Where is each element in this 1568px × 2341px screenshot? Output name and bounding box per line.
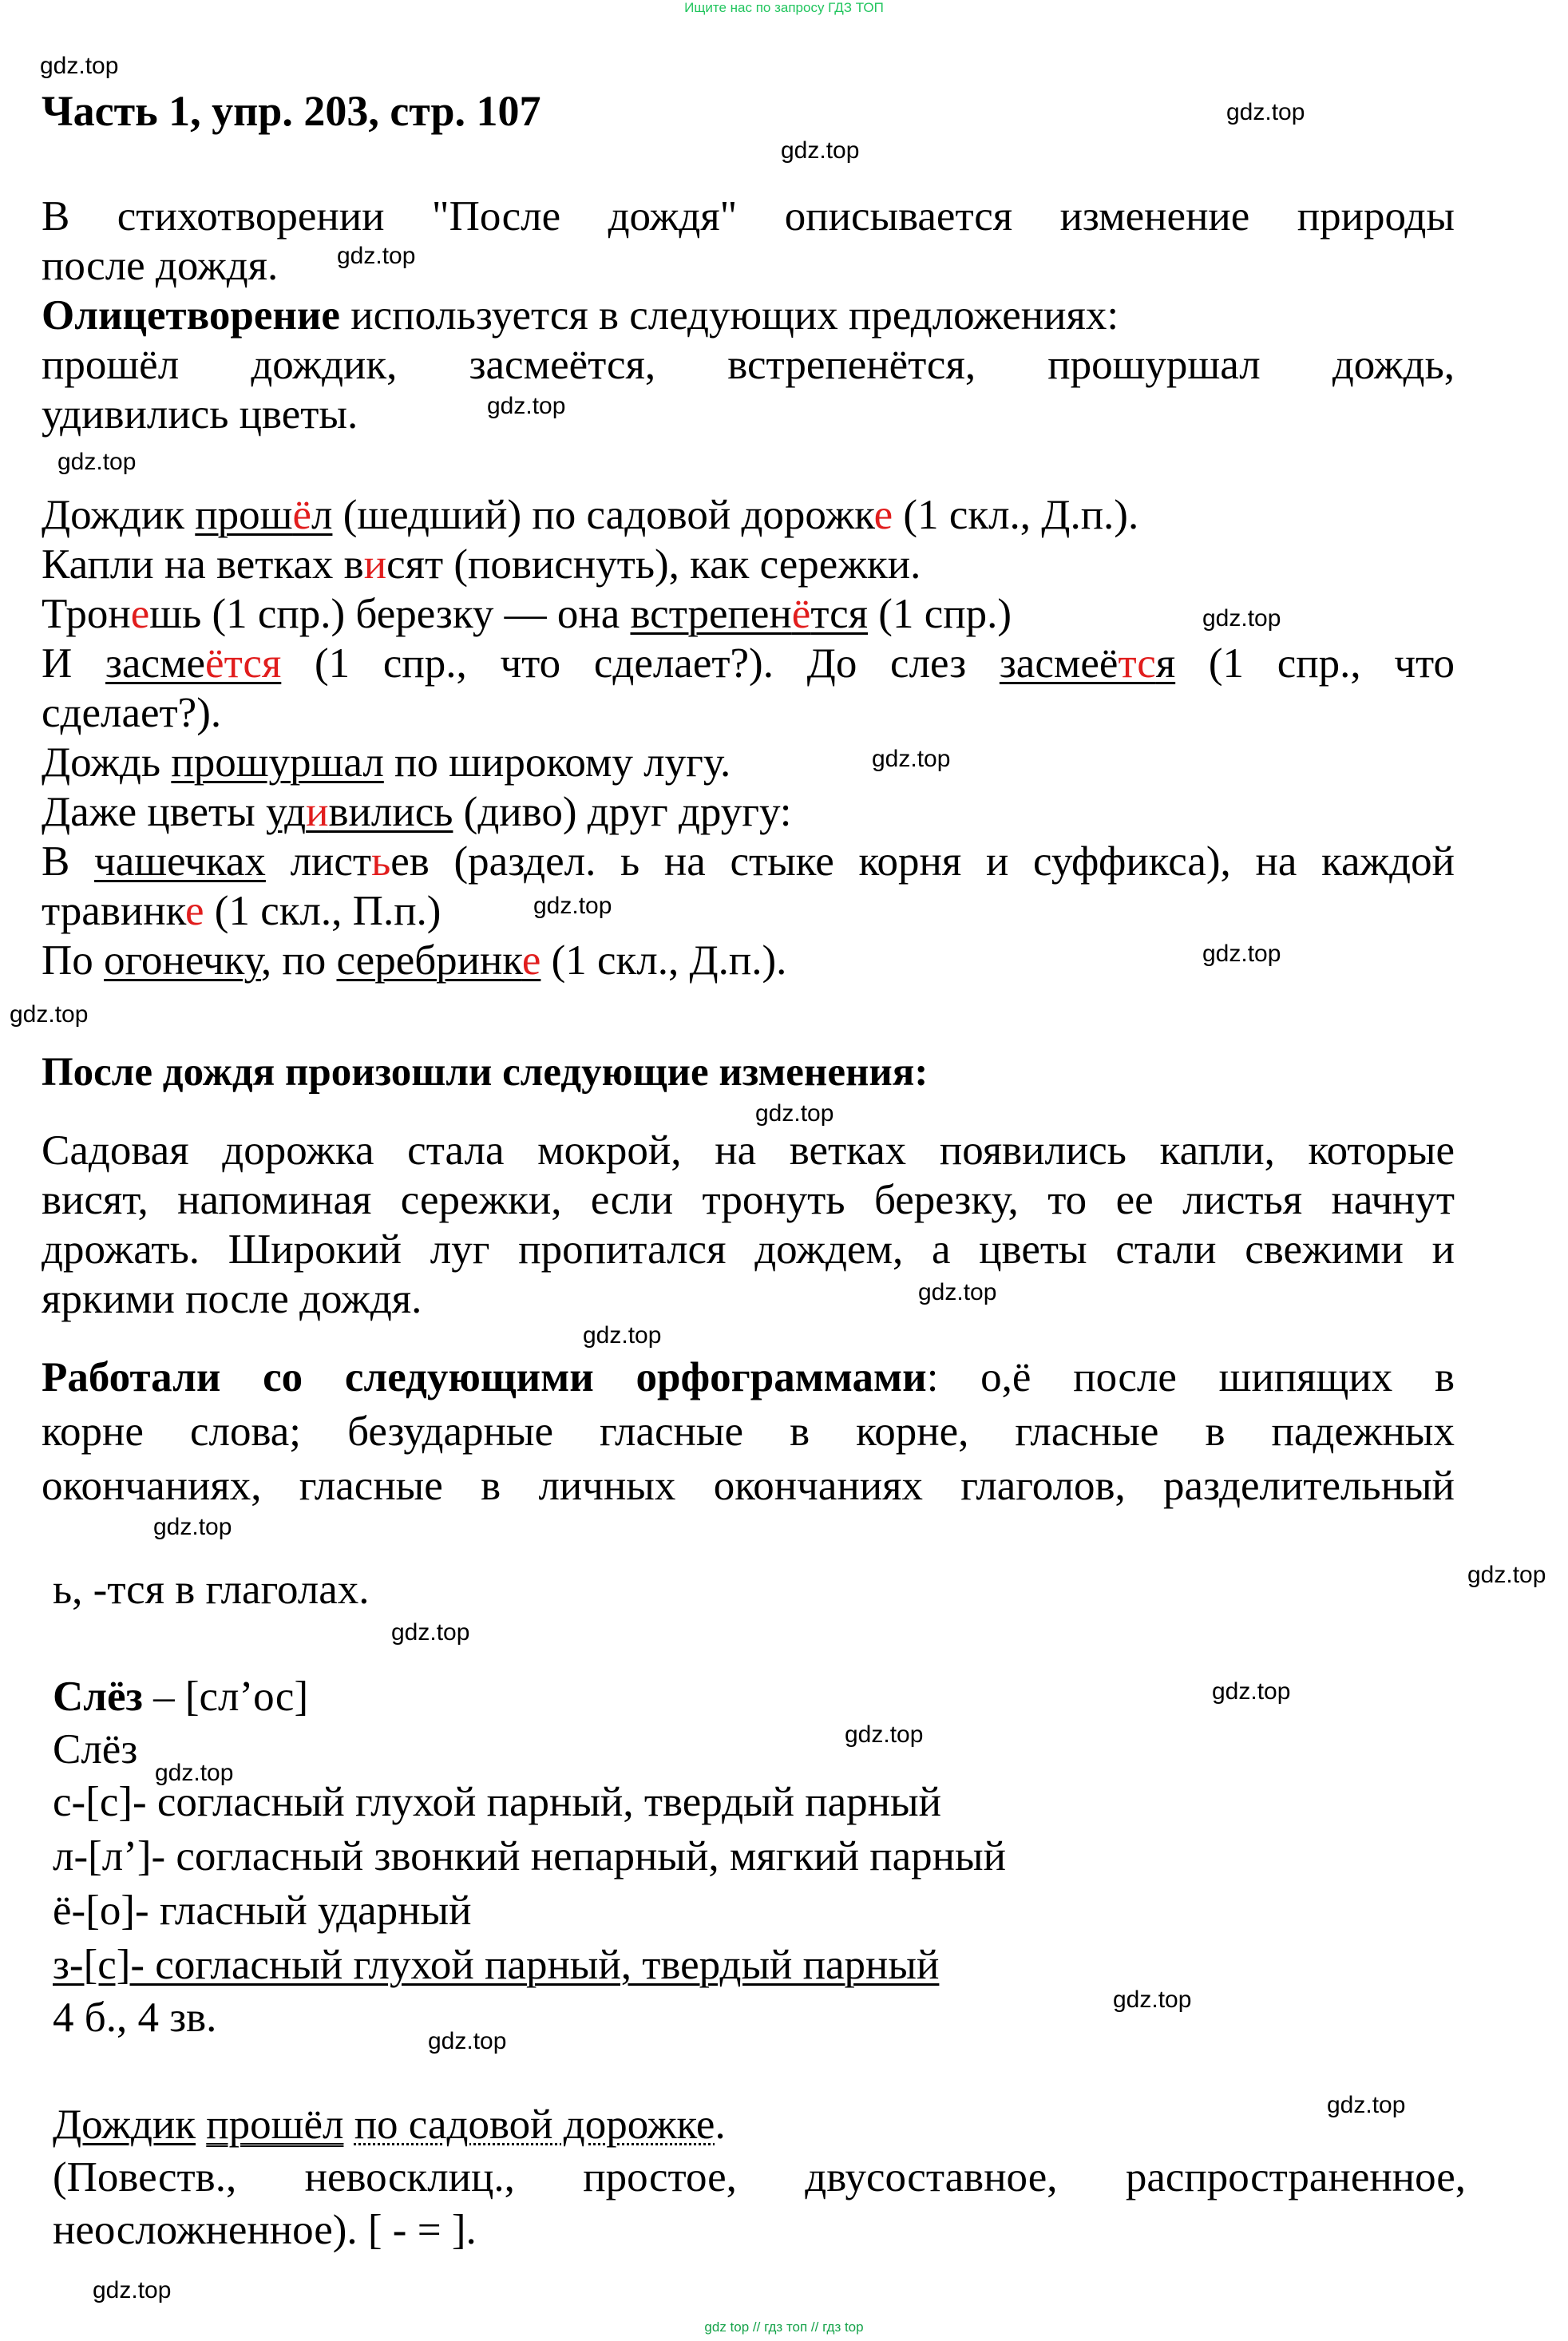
personification-line: удивились цветы.	[42, 391, 358, 438]
search-banner: Ищите нас по запросу ГДЗ ТОП	[684, 0, 884, 15]
watermark: gdz.top	[428, 2028, 507, 2054]
poem-line: И засмеётся (1 спр., что сделает?). До слез засмеётся (1 спр., что	[42, 640, 1455, 687]
watermark: gdz.top	[391, 1619, 470, 1646]
personification-line: прошёл дождик, засмеётся, встрепенётся, прошуршал дождь,	[42, 342, 1455, 388]
watermark: gdz.top	[918, 1279, 997, 1305]
phonetic-row: з-[с]- согласный глухой парный, твердый парный	[53, 1942, 940, 1988]
watermark: gdz.top	[1212, 1678, 1291, 1705]
changes-line: дрожать. Широкий луг пропитался дождем, а цветы стали свежими и	[42, 1226, 1455, 1273]
poem-line: Капли на ветках висят (повиснуть), как сережки.	[42, 541, 921, 588]
phonetic-row: с-[с]- согласный глухой парный, твердый парный	[53, 1779, 941, 1825]
spelling-line: ь, -тся в глаголах.	[53, 1567, 370, 1613]
poem-line: Дождик прошёл (шедший) по садовой дорожке (1 скл., Д.п.).	[42, 492, 1139, 538]
poem-line: сделает?).	[42, 690, 222, 736]
parse-predicate: прошёл	[206, 2101, 344, 2148]
watermark: gdz.top	[57, 449, 137, 475]
changes-line: яркими после дождя.	[42, 1276, 422, 1322]
spelling-line: корне слова; безударные гласные в корне, гласные в падежных	[42, 1408, 1455, 1455]
watermark: gdz.top	[1202, 941, 1281, 967]
intro-line: после дождя.	[42, 243, 279, 289]
watermark: gdz.top	[155, 1760, 234, 1786]
poem-line: травинке (1 скл., П.п.)	[42, 888, 441, 934]
watermark: gdz.top	[153, 1514, 232, 1540]
watermark: gdz.top	[93, 2277, 172, 2303]
poem-line: Дождь прошуршал по широкому лугу.	[42, 739, 731, 786]
poem-line: По огонечку, по серебринке (1 скл., Д.п.).	[42, 937, 787, 984]
changes-line: Садовая дорожка стала мокрой, на ветках появились капли, которые	[42, 1127, 1455, 1174]
personification-term: Олицетворение	[42, 292, 340, 339]
watermark: gdz.top	[40, 53, 119, 79]
changes-line: висят, напоминая сережки, если тронуть березку, то ее листья начнут	[42, 1177, 1455, 1223]
phonetic-header: Слёз – [сл’ос]	[53, 1674, 309, 1720]
watermark: gdz.top	[845, 1721, 924, 1748]
watermark: gdz.top	[781, 137, 860, 164]
poem-line: Тронешь (1 спр.) березку — она встрепенётся (1 спр.)	[42, 591, 1012, 637]
watermark: gdz.top	[10, 1001, 89, 1028]
parse-adverbial: по садовой дорожке	[354, 2101, 715, 2148]
watermark: gdz.top	[1202, 605, 1281, 632]
poem-line: Даже цветы удивились (диво) друг другу:	[42, 789, 792, 835]
parse-line: неосложненное). [ - = ].	[53, 2207, 477, 2253]
spelling-line: Работали со следующими орфограммами: о,ё после шипящих в	[42, 1354, 1455, 1400]
poem-line: В чашечках листьев (раздел. ь на стыке корня и суффикса), на каждой	[42, 838, 1455, 885]
watermark: gdz.top	[337, 243, 416, 269]
parse-line: (Повеств., невосклиц., простое, двусоставное, распространенное,	[53, 2154, 1466, 2200]
parse-sentence: Дождик прошёл по садовой дорожке.	[53, 2101, 726, 2148]
parse-subject: Дождик	[53, 2101, 196, 2148]
changes-heading: После дождя произошли следующие изменения:	[42, 1050, 929, 1095]
watermark: gdz.top	[1467, 1562, 1546, 1588]
phonetic-row: л-[л’]- согласный звонкий непарный, мягкий парный	[53, 1833, 1006, 1880]
watermark: gdz.top	[487, 393, 566, 419]
watermark: gdz.top	[755, 1100, 834, 1127]
intro-line: В стихотворении "После дождя" описывается изменение природы	[42, 193, 1455, 240]
watermark: gdz.top	[583, 1322, 662, 1349]
watermark: gdz.top	[1226, 99, 1305, 125]
phonetic-row: ё-[о]- гласный ударный	[53, 1887, 472, 1934]
phonetic-syllables: Слёз	[53, 1726, 138, 1773]
watermark: gdz.top	[1113, 1986, 1192, 2013]
watermark: gdz.top	[1327, 2092, 1406, 2118]
personification-line: Олицетворение используется в следующих предложениях:	[42, 292, 1119, 339]
watermark: gdz.top	[533, 893, 612, 919]
watermark: gdz.top	[872, 746, 951, 772]
footer-links: gdz top // гдз топ // гдз top	[704, 2319, 864, 2335]
phonetic-summary: 4 б., 4 зв.	[53, 1994, 217, 2041]
spelling-line: окончаниях, гласные в личных окончаниях глаголов, разделительный	[42, 1463, 1455, 1509]
page-title: Часть 1, упр. 203, стр. 107	[42, 87, 541, 135]
